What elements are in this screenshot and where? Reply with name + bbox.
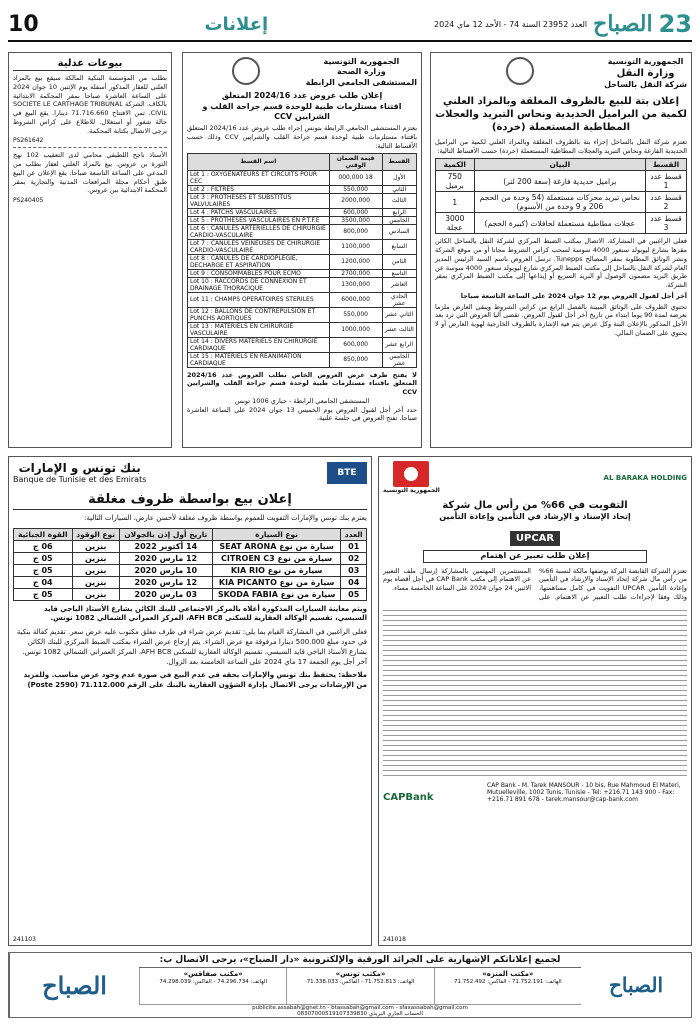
office-contact: الهاتف: 74.296.734 - الفاكس: 74.298.039 bbox=[159, 979, 267, 986]
table-header: الكمية bbox=[436, 159, 475, 171]
table-row bbox=[188, 193, 417, 208]
table-cell: بنزين bbox=[72, 576, 119, 588]
bank-name-ar: بنك تونس و الإمارات bbox=[18, 461, 141, 475]
table-cell: Lot 2 : FILTRES bbox=[188, 185, 330, 193]
table-cell: 600,000 bbox=[329, 208, 382, 216]
table-cell: سيارة من نوع SEAT ARONA bbox=[212, 540, 341, 552]
table-cell: Lot 3 : PROTHESES ET SUBSTITUS VALVULAIRES bbox=[188, 193, 330, 208]
table-header: نوع السيارة bbox=[212, 528, 341, 540]
footer-logo-left: الصباح bbox=[9, 953, 139, 1017]
table-cell: عجلات مطاطية مستعملة لحافلات (كبيرة الحجم) bbox=[474, 213, 645, 234]
table-row bbox=[14, 588, 367, 600]
table-cell: 14 أكتوبر 2022 bbox=[119, 540, 212, 552]
bank-name-fr: Banque de Tunisie et des Emirats bbox=[13, 475, 147, 484]
table-cell: Lot 1 : OXYGENATEURS ET CIRCUITS POUR CEC bbox=[188, 170, 330, 185]
table-cell: Lot 8 : CANULES DE CARDIOPLEGIE, DECHARGE ET ASPIRATION bbox=[188, 254, 330, 269]
table-cell: نحاس تبريد محركات مستعملة (54 وحدة من الحجم 206 و 9 وحدة من الأسنوم) bbox=[474, 192, 645, 213]
table-cell: 02 bbox=[341, 552, 367, 564]
capbank-logo: CAPBank bbox=[383, 791, 434, 803]
table-cell: Lot 5 : PROTHESES VASCULAIRES EN P.T.F.E bbox=[188, 216, 330, 224]
table-cell: 05 ج bbox=[14, 564, 73, 576]
lots-table bbox=[187, 153, 417, 368]
table-cell: 05 bbox=[341, 588, 367, 600]
table-row bbox=[188, 208, 417, 216]
table-cell: الثالث عشر bbox=[382, 322, 416, 337]
sale-text: بطلب من المؤسسة البنكية المالكة سيقع بيع بالمزاد العلني للعقار المذكور أسفله يوم الإثنين 10 جوان 2024 على الساعة العاشرة صباحا بمقر المحكمة الابتدائية بالكاف. الشركة SOCIETE LE CARTHAGE TRIBUNAL CIVIL. ثمن الافتتاح 71.716.660 دينارا. يقع البيع في حالة شغور أو استغلال. للاطلاع على كراس الشروط يرجى الاتصال بكتابة المحكمة. bbox=[13, 74, 168, 135]
table-cell: الحادي عشر bbox=[382, 292, 416, 307]
company-logo-icon bbox=[506, 57, 534, 85]
table-cell: بنزين bbox=[72, 588, 119, 600]
ad-conditions: فعلى الراغبين في المشاركة القيام بما يلي: تقديم عرض شراء في ظرف مغلق مكتوب عليه عرض سعر. تقديم كفالة بنكية في حدود مبلغ 500.000 دينارا مرفوقة مع عرض الشراء. يتم إرجاع عرض الشراء بمكتب الضبط المركزي للبنك الكائن بشارع الأستاذ الباجي قايد السبسي، تقسيم الوكالة العقارية للسكنى AFH BC8، المركز العمراني الشمالي 1082 تونس. آخر أجل يوم الجمعة 17 ماي 2024 على الساعة الخامسة بعد الزوال. bbox=[16, 628, 367, 666]
cars-table bbox=[13, 528, 367, 601]
ad-body: ويتم معاينة السيارات المذكورة أعلاه بالمركز الاجتماعي للبنك الكائن بشارع الأستاذ الباجي قايد السبسي، تقسيم الوكالة العقارية للسكنى AFH BC8، المركز العمراني الشمالي 1082 تونس. bbox=[43, 604, 367, 623]
table-cell: 04 bbox=[341, 576, 367, 588]
table-cell: سيارة من نوع SKODA FABIA bbox=[212, 588, 341, 600]
table-header: تاريخ أول إذن بالجولان bbox=[119, 528, 212, 540]
table-cell: 03 مارس 2020 bbox=[119, 588, 212, 600]
table-cell: العاشر bbox=[382, 277, 416, 292]
table-cell: 1300,000 bbox=[329, 277, 382, 292]
table-row bbox=[436, 171, 687, 192]
table-row bbox=[188, 277, 417, 292]
table-row bbox=[188, 216, 417, 224]
office-contact: الهاتف: 71.752.813 - الفاكس: 71.338.033 bbox=[306, 979, 415, 986]
hospital-logo-icon bbox=[232, 57, 260, 85]
table-cell: التاسع bbox=[382, 269, 416, 277]
table-row bbox=[14, 540, 367, 552]
ad-intro: تعتزم شركة النقل بالساحل إجراء بتة بالظروف المغلقة وبالمزاد العلني لكمية من البراميل الحديدية الفارغة ونحاس التبريد والعجلات المطاطية المستعملة (خردة) حسب الأقساط التالية: bbox=[435, 137, 687, 155]
table-row bbox=[14, 576, 367, 588]
table-cell: 01 bbox=[341, 540, 367, 552]
ad-subtitle: اقتناء مستلزمات طبية للوحدة قسم جراحة القلب و الشرايين CCV bbox=[202, 101, 402, 121]
table-cell: الأول bbox=[382, 170, 416, 185]
table-cell: Lot 14 : DIVERS MATERIELS EN CHIRURGIE CARDIAQUE bbox=[188, 337, 330, 352]
hospital-label: المستشفى الجامعي الرابطة bbox=[305, 77, 417, 87]
contact-info: CAP Bank - M. Tarek MANSOUR - 10 bis, Rue Mahmoud El Materi, Mutuelleville, 1002 Tunis, Tunisie - Tel: +216.71 143 900 - Fax: +216.71 891 678 - tarek.mansour@cap-bank.com bbox=[487, 781, 681, 803]
table-row bbox=[188, 269, 417, 277]
table-cell: سيارة من نوع KIA PICANTO bbox=[212, 576, 341, 588]
table-cell: الثالث bbox=[382, 193, 416, 208]
table-row bbox=[188, 352, 417, 367]
table-cell: 06 ج bbox=[14, 540, 73, 552]
table-header: القسط bbox=[646, 159, 687, 171]
ad-body: فعلى الراغبين في المشاركة، الاتصال بمكتب الضبط المركزي لشركة النقل بالساحل الكائن مقرها بشارع ليوبولد سنغور 4000 سوسة لسحب كراس الشروط مجانا أو من موقع الشركة ونشر الوثائق المطلوبة بمقر المصالح Tunepps. ترسل العروض باسم السيد الرئيس المدير العام لشركة النقل بالساحل إلى مكتب الضبط المركزي شارع ليوبولد سنغور 4000 سوسة عن طريق البريد مضمون الوصول أو البريد السريع أو إيداعها إلى مكتب الضبط المركزي بمقر الشركة. bbox=[435, 237, 687, 290]
ad-health bbox=[182, 52, 422, 448]
table-cell: 800,000 bbox=[329, 224, 382, 239]
table-cell: 750 برميل bbox=[436, 171, 475, 192]
office-name: «مكتب تونس» bbox=[335, 970, 386, 978]
table-cell: 1000,000 bbox=[329, 322, 382, 337]
table-header: قيمة الضمان الوقتي bbox=[329, 153, 382, 170]
table-cell: قسط عدد 3 bbox=[646, 213, 687, 234]
table-cell: 05 ج bbox=[14, 552, 73, 564]
table-cell: الثامن bbox=[382, 254, 416, 269]
republic-label: الجمهورية التونسية bbox=[383, 487, 440, 494]
office-name: «مكتب المنزه» bbox=[482, 970, 534, 978]
table-cell: الرابع bbox=[382, 208, 416, 216]
table-row bbox=[188, 170, 417, 185]
table-cell: قسط عدد 1 bbox=[646, 171, 687, 192]
ad-title: إعلان بيع بواسطة ظروف مغلقة bbox=[13, 492, 367, 510]
footer-logo-right: الصباح bbox=[608, 973, 664, 997]
table-cell: Lot 6 : CANULES ARTERIELLES DE CHIRURGIE CARDIO-VASCULAIRE bbox=[188, 224, 330, 239]
tunisia-flag-icon bbox=[393, 461, 429, 487]
reference-code: PS240405 bbox=[13, 197, 44, 205]
table-cell: الثاني bbox=[382, 185, 416, 193]
company-label: شركة النقل بالساحل bbox=[604, 80, 687, 90]
table-cell: Lot 4 : PATCHS VASCULAIRES bbox=[188, 208, 330, 216]
ad-upcar bbox=[378, 456, 692, 946]
table-cell: سيارة من نوع CITROEN C3 bbox=[212, 552, 341, 564]
table-cell: السابع bbox=[382, 239, 416, 254]
footer-emails: publicite.assabah@gnet.tn - btassabah@gmail.com - sfaxassabah@gmail.com bbox=[139, 1004, 581, 1011]
masthead bbox=[434, 10, 692, 38]
table-cell: 550,000 bbox=[329, 185, 382, 193]
table-row bbox=[188, 224, 417, 239]
table-header: العدد bbox=[341, 528, 367, 540]
table-row bbox=[188, 322, 417, 337]
ad-subtitle: إتحاد الإسناد و الإرشاد في التأمين وإعادة التأمين bbox=[439, 511, 631, 521]
table-cell: 3000 عجلة bbox=[436, 213, 475, 234]
table-cell: Lot 7 : CANULES VEINEUSES DE CHIRURGIE CARDIO-VASCULAIRE bbox=[188, 239, 330, 254]
ad-intro: يعتزم بنك تونس والإمارات التفويت للعموم بواسطة ظروف مغلقة لأحسن عارض، السيارات التالية: bbox=[84, 513, 367, 522]
table-cell: السادس bbox=[382, 224, 416, 239]
table-row bbox=[436, 192, 687, 213]
page-header bbox=[8, 8, 692, 42]
table-cell: بنزين bbox=[72, 540, 119, 552]
page-footer bbox=[8, 952, 692, 1018]
office-block bbox=[139, 968, 286, 1004]
footer-account: الحساب الجاري البريدي 08307000519107339830 bbox=[297, 1011, 423, 1017]
table-cell: 1200,000 bbox=[329, 254, 382, 269]
table-cell: Lot 10 : RACCORDS DE CONNEXION ET DRAINAGE THORACIQUE bbox=[188, 277, 330, 292]
table-cell: 850,000 bbox=[329, 352, 382, 367]
table-cell: الثاني عشر bbox=[382, 307, 416, 322]
table-row bbox=[436, 213, 687, 234]
table-cell: Lot 9 : CONSOMMABLES POUR ECMO bbox=[188, 269, 330, 277]
table-cell: بنزين bbox=[72, 564, 119, 576]
ad-call-title: إعلان طلب تعبير عن اهتمام bbox=[423, 550, 647, 562]
office-block bbox=[286, 968, 433, 1004]
ministry-label: وزارة الصحة bbox=[337, 67, 386, 77]
ad-conditions: تحتوي الظروف على الوثائق المبينة بالفصل الرابع من كراس الشروط ويبقى العارض ملزما بعرضه لمدة 90 يوما ابتداء من تاريخ آخر أجل لقبول العروض. تقصى آليا العروض التي ترد بعد الأجل المذكور بالإعلان البتة وكل عرض يتم فيه الإشارة بالظروف الخارجية لهوية العارض أو لا يحتوي على الضمان المالي. bbox=[435, 302, 687, 337]
bte-logo: BTE bbox=[327, 462, 367, 484]
office-block bbox=[434, 968, 581, 1004]
ad-notice: لا يفتح ظرف عرض العروض الخاص بطلب العروض عدد 2024/16 المتعلق باقتناء مستلزمات طبية لوحدة قسم جراحة القلب والشرايين CCV bbox=[187, 370, 417, 397]
table-row bbox=[188, 337, 417, 352]
table-header: اسم القسط bbox=[188, 153, 330, 170]
ad-title: التفويت في 66% من رأس مال شركة bbox=[442, 499, 628, 511]
table-cell: سيارة من نوع KIA RIO bbox=[212, 564, 341, 576]
table-row bbox=[14, 564, 367, 576]
republic-label: الجمهورية التونسية bbox=[323, 57, 400, 66]
hospital-address: المستشفى الجامعي الرابطة - جباري 1006 تونس bbox=[234, 396, 370, 405]
table-cell: 12 مارس 2020 bbox=[119, 576, 212, 588]
table-cell: Lot 12 : BALLONS DE CONTREPULSION ET PUNCHS AORTIQUES bbox=[188, 307, 330, 322]
table-cell: 1 bbox=[436, 192, 475, 213]
table-row bbox=[188, 185, 417, 193]
table-row bbox=[188, 239, 417, 254]
sale-text-2: الأستاذ ناجح اللطيفي محامي لدى التعقيب 102 نهج الثورة بن عروس. بيع بالمزاد العلني لعقار بطلب من المدعي على الساعة التاسعة صباحا. يقع الإعلان عن البيع طبق أحكام مجلة المرافعات المدنية والتجارية بمقر المحكمة الابتدائية ببن عروس. bbox=[13, 151, 168, 195]
page-number: 10 bbox=[8, 11, 39, 37]
ad-closing: حدد آخر أجل لقبول العروض يوم الخميس 13 جوان 2024 على الساعة العاشرة صباحا. تفتح العروض في جلسة علنية. bbox=[187, 405, 417, 423]
table-cell: 05 ج bbox=[14, 588, 73, 600]
table-cell: 600,000 bbox=[329, 337, 382, 352]
ad-title: إعلان طلب عروض عدد 2024/16 المتعلق bbox=[221, 91, 383, 101]
table-row bbox=[188, 254, 417, 269]
ad-transport bbox=[430, 52, 692, 448]
table-cell: Lot 15 : MATERIELS EN REANIMATION CARDIAQUE bbox=[188, 352, 330, 367]
reference-code: 241103 bbox=[13, 936, 36, 943]
ad-body: تعتزم الشركة القابضة البركة بوصفها مالكة لنسبة 66% من رأس مال شركة إتحاد الإسناد والإرشاد في التأمين وإعادة التأمين UPCAR التفويت في كامل مساهمتها، وذلك وفقا لإجراءات طلب التعبير عن الاهتمام. على المستثمرين المهتمين بالمشاركة إرسال ملف التعبير عن الاهتمام إلى مكتب CAP Bank في أجل أقصاه يوم الاثنين 24 جوان 2024 على الساعة الخامسة مساء. bbox=[383, 566, 687, 601]
table-cell: 550,000 bbox=[329, 307, 382, 322]
lots-table bbox=[435, 158, 687, 234]
office-name: «مكتب صفاقس» bbox=[183, 970, 243, 978]
ad-judicial-sales bbox=[8, 52, 172, 448]
table-cell: 2000,000 bbox=[329, 193, 382, 208]
table-cell: Lot 13 : MATERIELS EN CHIRURGIE VASCULAIRE bbox=[188, 322, 330, 337]
table-row bbox=[188, 307, 417, 322]
office-contact: الهاتف: 71.752.191 - الفاكس: 71.752.492 bbox=[454, 979, 562, 986]
ad-fine-print bbox=[383, 606, 687, 776]
table-header: نوع الوقود bbox=[72, 528, 119, 540]
ministry-label: وزارة النقل bbox=[616, 68, 675, 80]
ad-bte bbox=[8, 456, 372, 946]
table-cell: 1100,000 bbox=[329, 239, 382, 254]
table-cell: الخامس عشر bbox=[382, 352, 416, 367]
reference-code: PS261642 bbox=[13, 137, 44, 145]
ad-note: ملاحظة: يحتفظ بنك تونس والإمارات بحقه في عدم البيع في صورة عدم وجود عرض مناسب. وللمزيد من الإرشادات يرجى الاتصال بإدارة الشؤون العقارية بالبنك على الرقم 71.112.000 (Poste 2590) bbox=[23, 671, 367, 690]
table-header: البيان bbox=[474, 159, 645, 171]
table-header: القوة الجبائية bbox=[14, 528, 73, 540]
table-cell: براميل حديدية فارغة (سعة 200 لتر) bbox=[474, 171, 645, 192]
issue-number-big: 23 bbox=[658, 10, 692, 38]
upcar-logo: UPCAR bbox=[510, 531, 560, 546]
table-header: القسط bbox=[382, 153, 416, 170]
reference-code: 241018 bbox=[383, 936, 406, 943]
table-cell: 10 مارس 2020 bbox=[119, 564, 212, 576]
table-cell: الرابع عشر bbox=[382, 337, 416, 352]
table-cell: الخامس bbox=[382, 216, 416, 224]
table-cell: قسط عدد 2 bbox=[646, 192, 687, 213]
table-cell: Lot 11 : CHAMPS OPERATOIRES STERILES bbox=[188, 292, 330, 307]
table-cell: بنزين bbox=[72, 552, 119, 564]
table-cell: 3500,000 bbox=[329, 216, 382, 224]
ad-title: إعلان بتة للبيع بالظروف المغلقة وبالمزاد العلني لكمية من البراميل الحديدية ونحاس التبريد والعجلات المطاطية المستعملة (خردة) bbox=[435, 95, 687, 133]
issue-info: العدد 23952 السنة 74 - الأحد 12 ماي 2024 bbox=[434, 19, 588, 29]
footer-heading: لجميع إعلاناتكم الإشهارية على الجرائد الورقية والإلكترونية «دار الصباح»، يرجى الاتصال ب: bbox=[139, 953, 581, 968]
newspaper-logo: الصباح bbox=[593, 11, 653, 37]
table-row bbox=[188, 292, 417, 307]
ad-intro: يعتزم المستشفى الجامعي الرابطة بتونس إجراء طلب عروض عدد 2024/16 المتعلق باقتناء مستلزمات طبية لوحدة قسم جراحة القلب والشرايين CCV وذلك حسب الأقساط التالية: bbox=[187, 124, 418, 150]
table-cell: 03 bbox=[341, 564, 367, 576]
table-row bbox=[14, 552, 367, 564]
holding-logo: AL BARAKA HOLDING bbox=[603, 473, 687, 482]
section-heading: بيوعات عدلية bbox=[13, 57, 167, 71]
republic-label: الجمهورية التونسية bbox=[607, 57, 684, 66]
table-cell: 04 ج bbox=[14, 576, 73, 588]
section-title: إعلانات bbox=[204, 13, 269, 35]
table-cell: 12 مارس 2020 bbox=[119, 552, 212, 564]
table-cell: 18 000,000 bbox=[329, 170, 382, 185]
table-cell: 6000,000 bbox=[329, 292, 382, 307]
table-cell: 2700,000 bbox=[329, 269, 382, 277]
ad-deadline: آخر أجل لقبول العروض يوم 12 جوان 2024 على الساعة التاسعة صباحا bbox=[460, 291, 687, 300]
